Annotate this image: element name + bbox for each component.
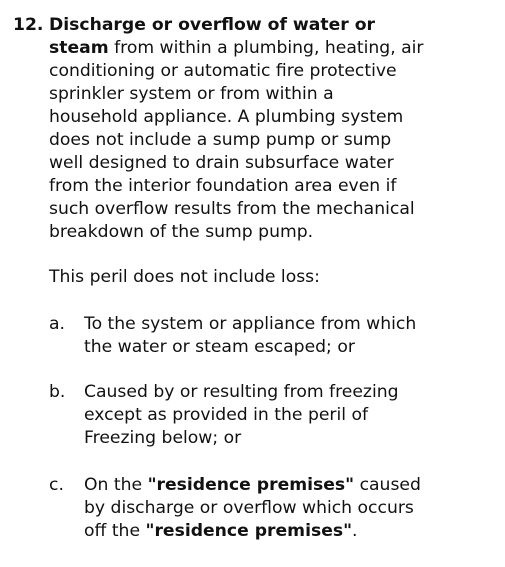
item-line: Caused by or resulting from freezing bbox=[84, 382, 399, 402]
intro-line: from the interior foundation area even if bbox=[49, 176, 397, 196]
exclusion-intro: This peril does not include loss: bbox=[49, 267, 320, 287]
section-heading-line2-row bbox=[49, 37, 424, 60]
item-line bbox=[84, 520, 358, 543]
section-number: 12. bbox=[13, 15, 44, 35]
intro-line: household appliance. A plumbing system bbox=[49, 107, 404, 127]
item-text: off the bbox=[84, 521, 146, 541]
intro-line: conditioning or automatic fire protective bbox=[49, 61, 397, 81]
intro-line: does not include a sump pump or sump bbox=[49, 130, 392, 150]
item-line: except as provided in the peril of bbox=[84, 405, 369, 425]
defined-term: "residence premises" bbox=[147, 475, 355, 495]
item-letter: b. bbox=[49, 382, 66, 402]
intro-line: breakdown of the sump pump. bbox=[49, 222, 314, 242]
intro-line: sprinkler system or from within a bbox=[49, 84, 334, 104]
intro-line: such overflow results from the mechanical bbox=[49, 199, 415, 219]
item-line: by discharge or overflow which occurs bbox=[84, 498, 414, 518]
item-line bbox=[84, 474, 421, 497]
item-line: Freezing below; or bbox=[84, 428, 242, 448]
item-text: . bbox=[352, 521, 358, 541]
item-text: caused bbox=[354, 475, 421, 495]
section-heading-line1: Discharge or overflow of water or bbox=[49, 15, 376, 35]
item-line: the water or steam escaped; or bbox=[84, 337, 355, 357]
defined-term: "residence premises" bbox=[145, 521, 353, 541]
intro-line: well designed to drain subsurface water bbox=[49, 153, 394, 173]
item-letter: a. bbox=[49, 314, 65, 334]
section-heading-line2: steam bbox=[49, 38, 109, 58]
intro-line: from within a plumbing, heating, air bbox=[114, 38, 424, 58]
item-letter: c. bbox=[49, 475, 64, 495]
item-line: To the system or appliance from which bbox=[84, 314, 417, 334]
item-text: On the bbox=[84, 475, 148, 495]
